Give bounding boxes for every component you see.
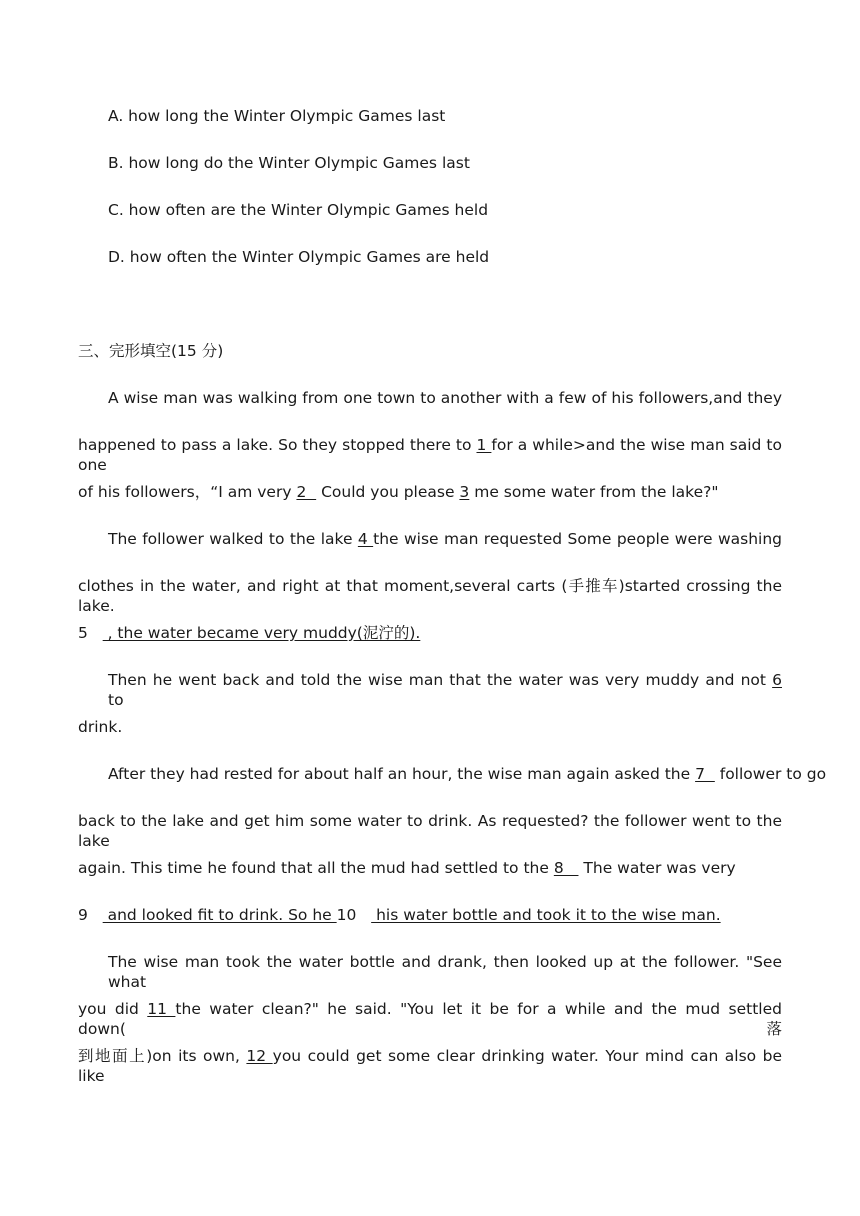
answer-blank: 2 [296,483,317,501]
passage-text: the water clean?" he said. "You let it be for a while and the mud settled down(落 [78,1000,782,1038]
passage-line [78,435,782,475]
passage-text: 10 [336,906,372,924]
answer-blank: 11 [147,1000,176,1018]
passage-line [78,576,782,616]
answer-blank: 1 [476,436,492,454]
passage-text: After they had rested for about half an hour, the wise man again asked the [108,765,696,783]
passage-line [108,764,826,784]
answer-blank: 12 [246,1047,273,1065]
passage-text: you could get some clear drinking water. Your mind can also be like [78,1047,782,1085]
passage-text: to [108,691,124,709]
answer-blank: and looked fit to drink. So he [102,906,337,924]
passage-text: The follower walked to the lake [108,530,358,548]
passage-text: A wise man was walking from one town to another with a few of his followers,and they [108,389,782,407]
passage-text: 9 [78,906,103,924]
passage-line [108,670,782,710]
passage-line [78,717,122,737]
answer-blank: 6 [772,671,782,689]
passage-line [78,482,718,502]
passage-text: The wise man took the water bottle and drank, then looked up at the follower. "See what [108,953,782,991]
passage-text: follower to go [714,765,827,783]
passage-line [108,529,782,549]
option-c: C. how often are the Winter Olympic Games held [108,201,489,219]
passage-line [78,858,736,878]
passage-text: clothes in the water, and right at that moment,several carts (手推车)started crossing the lake. [78,577,782,615]
passage-line [78,999,782,1039]
passage-text: the wise man requested Some people were washing [373,530,782,548]
passage-line [108,388,782,408]
passage-line [78,623,420,643]
passage-line [78,811,782,851]
option-b: B. how long do the Winter Olympic Games last [108,154,470,172]
passage-text: Could you please [316,483,460,501]
passage-text: back to the lake and get him some water to drink. As requested? the follower went to the lake [78,812,782,850]
answer-blank: 4 [357,530,374,548]
answer-blank: 8 [553,859,579,877]
passage-text: you did [78,1000,148,1018]
passage-text: drink. [78,718,123,736]
passage-text: for a while>and the wise man said to one [78,436,782,474]
answer-blank: his water bottle and took it to the wise man. [371,906,721,924]
answer-blank: 7 [695,765,715,783]
passage-line [78,905,721,925]
passage-text: happened to pass a lake. So they stopped there to [78,436,477,454]
section-heading: 三、完形填空(15 分) [78,342,224,360]
passage-text: of his followers，“I am very [78,483,297,501]
passage-text: 5 [78,624,103,642]
option-a: A. how long the Winter Olympic Games last [108,107,446,125]
answer-blank: 3 [459,483,470,501]
passage-line [108,952,782,992]
passage-text: Then he went back and told the wise man that the water was very muddy and not [108,671,773,689]
passage-text: The water was very [578,859,736,877]
passage-line [78,1046,782,1086]
passage-text: 到地面上)on its own, [78,1047,247,1065]
passage-text: again. This time he found that all the mud had settled to the [78,859,554,877]
answer-blank: , the water became very muddy(泥泞的). [102,624,421,642]
option-d: D. how often the Winter Olympic Games are held [108,248,490,266]
passage-text: me some water from the lake?" [469,483,719,501]
